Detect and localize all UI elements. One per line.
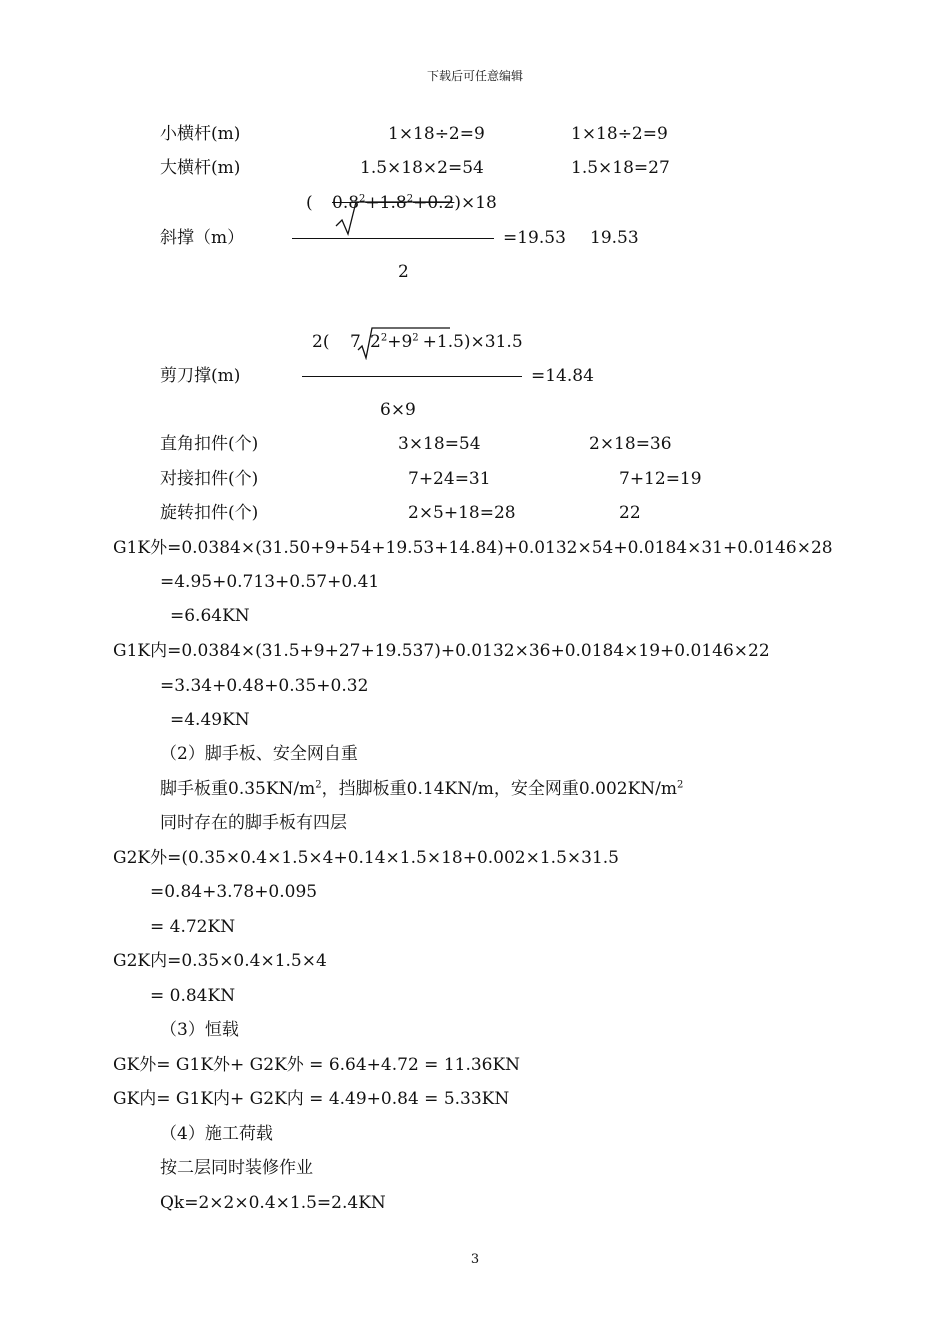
g2k-outer-line-1: G2K外=(0.35×0.4×1.5×4+0.14×1.5×18+0.002×1.5×31.5 — [113, 848, 619, 868]
scissor-term-b: +9 — [387, 332, 413, 352]
g1k-inner-line-1: G1K内=0.0384×(31.5+9+27+19.537)+0.0132×36+0.0184×19+0.0146×22 — [113, 641, 770, 661]
scissor-numerator-expression — [370, 332, 523, 352]
section-4-title: （4）施工荷载 — [160, 1124, 273, 1144]
qk-formula: Qk=2×2×0.4×1.5=2.4KN — [160, 1193, 386, 1213]
row-label-diagonal: 斜撑（m） — [160, 228, 245, 248]
scissor-numerator-prefix: 2( — [312, 332, 330, 352]
g2k-outer-line-3: = 4.72KN — [150, 917, 236, 937]
g2k-outer-line-2: =0.84+3.78+0.095 — [150, 882, 318, 902]
g2k-inner-line-2: = 0.84KN — [150, 986, 236, 1006]
gk-outer: GK外= G1K外+ G2K外 = 6.64+4.72 = 11.36KN — [113, 1055, 521, 1075]
diagonal-numerator-open: ( — [306, 193, 313, 213]
diagonal-denominator: 2 — [398, 262, 409, 282]
g1k-outer-line-2: =4.95+0.713+0.57+0.41 — [160, 572, 380, 592]
diagonal-sq-b: 2 — [406, 193, 414, 205]
row-inner-swivel: 22 — [619, 503, 641, 523]
section-2-weights — [160, 779, 683, 799]
scissor-term-c: +1.5 — [422, 332, 464, 352]
scissor-sq-b: 2 — [412, 332, 419, 344]
page-header: 下载后可任意编辑 — [426, 69, 523, 83]
scissor-numerator-close: )×31.5 — [463, 332, 523, 352]
scissor-result: =14.84 — [531, 366, 594, 386]
diagonal-fraction-bar — [292, 238, 494, 239]
scissor-fraction-bar — [302, 376, 522, 377]
row-outer-large-bar: 1.5×18×2=54 — [360, 158, 484, 178]
section-2-layers: 同时存在的脚手板有四层 — [160, 813, 347, 833]
section-2-weights-b: ，挡脚板重0.14KN/m，安全网重0.002KN/m — [321, 779, 678, 799]
g1k-outer-line-3: =6.64KN — [170, 606, 250, 626]
row-label-large-bar: 大横杆(m) — [160, 158, 241, 178]
row-label-swivel: 旋转扣件(个) — [160, 503, 259, 523]
scissor-numerator-coef: 7 — [350, 332, 361, 352]
section-4-text: 按二层同时装修作业 — [160, 1158, 313, 1178]
gk-inner: GK内= G1K内+ G2K内 = 4.49+0.84 = 5.33KN — [113, 1089, 510, 1109]
section-2-sup-b: 2 — [677, 779, 684, 791]
row-inner-small-bar: 1×18÷2=9 — [571, 124, 668, 144]
row-outer-butt: 7+24=31 — [408, 469, 491, 489]
scissor-term-a: 2 — [370, 332, 381, 352]
diagonal-term-c: +0.2 — [413, 193, 455, 213]
diagonal-term-a: 0.8 — [332, 193, 360, 213]
page-number: 3 — [470, 1252, 480, 1267]
row-label-small-bar: 小横杆(m) — [160, 124, 241, 144]
scissor-denominator: 6×9 — [380, 400, 416, 420]
section-3-title: （3）恒载 — [160, 1020, 239, 1040]
row-outer-swivel: 2×5+18=28 — [408, 503, 516, 523]
section-2-sup-a: 2 — [315, 779, 322, 791]
row-label-butt: 对接扣件(个) — [160, 469, 259, 489]
g1k-outer-line-1: G1K外=0.0384×(31.50+9+54+19.53+14.84)+0.0132×54+0.0184×31+0.0146×28 — [113, 538, 833, 558]
row-inner-right-angle: 2×18=36 — [589, 434, 672, 454]
section-2-title: （2）脚手板、安全网自重 — [160, 744, 358, 764]
row-inner-large-bar: 1.5×18=27 — [571, 158, 670, 178]
row-outer-right-angle: 3×18=54 — [398, 434, 481, 454]
row-outer-small-bar: 1×18÷2=9 — [388, 124, 485, 144]
row-inner-butt: 7+12=19 — [619, 469, 702, 489]
scissor-sq-a: 2 — [380, 332, 388, 344]
g2k-inner-line-1: G2K内=0.35×0.4×1.5×4 — [113, 951, 327, 971]
diagonal-result: =19.53 — [503, 228, 566, 248]
row-inner-diagonal: 19.53 — [590, 228, 639, 248]
diagonal-numerator-close: )×18 — [454, 193, 497, 213]
section-2-weights-a: 脚手板重0.35KN/m — [160, 779, 316, 799]
row-label-right-angle: 直角扣件(个) — [160, 434, 259, 454]
diagonal-term-b: +1.8 — [365, 193, 407, 213]
g1k-inner-line-2: =3.34+0.48+0.35+0.32 — [160, 676, 369, 696]
diagonal-numerator-expression — [332, 193, 497, 213]
diagonal-sq-a: 2 — [359, 193, 366, 205]
g1k-inner-line-3: =4.49KN — [170, 710, 250, 730]
row-label-scissor: 剪刀撑(m) — [160, 366, 241, 386]
